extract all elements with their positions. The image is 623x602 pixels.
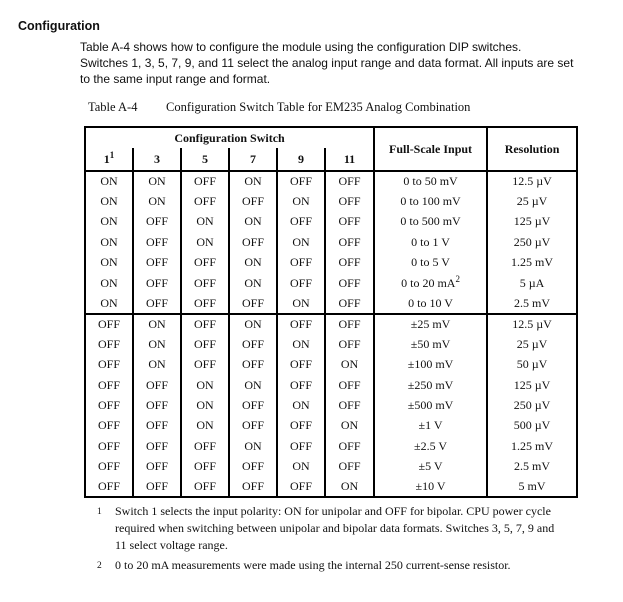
switch-state-cell: OFF [97,336,120,351]
resolution-cell: 500 µV [487,416,577,436]
footnote-2-text [115,557,577,574]
switch-state-cell: OFF [229,355,277,375]
full-scale-input-cell [374,375,487,395]
full-scale-value: ±1 V [418,418,443,433]
switch-state-cell: ON [100,275,118,290]
configuration-switch-table [84,126,578,498]
switch-state-cell: ON [229,253,277,273]
switch-state-cell: OFF [325,334,374,354]
full-scale-value: 0 to 50 mV [403,174,458,189]
switch-state-cell: OFF [229,416,277,436]
full-scale-input-cell [374,232,487,252]
table-row-bipolar [85,477,577,497]
full-scale-value: ±5 V [418,459,443,474]
switch-state-cell: OFF [181,436,229,456]
table-row-bipolar [85,416,577,436]
switch-state-cell: OFF [325,293,374,313]
full-scale-input-cell [374,395,487,415]
column-header-full-scale-input: Full-Scale Input [374,127,487,171]
table-row-unipolar [85,253,577,273]
switch-state-cell: OFF [133,212,181,232]
switch-state-cell: ON [229,273,277,293]
switch-state-cell: OFF [181,477,229,497]
table-caption-title: Configuration Switch Table for EM235 Analog Combination [166,100,471,114]
switch-state-cell: OFF [229,232,277,252]
switch-state-cell: OFF [97,438,120,453]
intro-line: Switches 1, 3, 5, 7, 9, and 11 select the analog input range and data format. All inputs are set [80,56,574,70]
switch-state-cell: OFF [133,416,181,436]
full-scale-value: ±10 V [415,479,446,494]
switch-state-cell: ON [100,255,118,270]
full-scale-value: 0 to 500 mV [400,214,461,229]
resolution-cell: 2.5 mV [487,293,577,313]
column-header-switch-1 [85,148,133,171]
switch-state-cell: OFF [229,293,277,313]
switch-state-cell: OFF [325,314,374,334]
switch-state-cell: OFF [325,232,374,252]
switch-state-cell: OFF [325,171,374,191]
column-header-switch-7: 7 [229,148,277,171]
intro-paragraph [80,39,615,87]
switch-state-cell: ON [277,293,325,313]
intro-line: Table A-4 shows how to configure the module using the configuration DIP switches. [80,40,522,54]
switch-state-cell: OFF [133,375,181,395]
switch-state-cell: OFF [133,253,181,273]
switch-state-cell: OFF [181,293,229,313]
full-scale-input-cell [374,273,487,293]
switch-state-cell: OFF [229,477,277,497]
switch-state-cell: ON [181,232,229,252]
footnote-line: required when switching between unipolar and bipolar data formats. Switches 3, 5, 7, 9 and [115,521,555,535]
switch-state-cell: ON [100,234,118,249]
switch-state-cell: OFF [325,395,374,415]
footnotes-section [97,503,577,575]
footnote-1 [97,503,577,554]
switch-state-cell: OFF [277,436,325,456]
column-header-switch-9: 9 [277,148,325,171]
switch-state-cell: OFF [229,456,277,476]
full-scale-value: ±2.5 V [414,438,448,453]
table-row-bipolar [85,314,577,334]
switch-state-cell: OFF [181,456,229,476]
switch-state-cell: OFF [277,171,325,191]
switch-state-cell: ON [100,295,118,310]
full-scale-value: 0 to 20 mA [401,275,456,290]
switch-state-cell: OFF [133,436,181,456]
table-row-unipolar [85,232,577,252]
resolution-cell: 50 µV [487,355,577,375]
full-scale-value: ±50 mV [410,336,451,351]
switch-state-cell: OFF [97,357,120,372]
switch-state-cell: OFF [181,273,229,293]
switch-state-cell: OFF [229,191,277,211]
switch-state-cell: OFF [97,377,120,392]
switch-state-cell: ON [133,355,181,375]
switch-state-cell: OFF [325,375,374,395]
footnote-line: 0 to 20 mA measurements were made using the internal 250 current-sense resistor. [115,558,511,572]
switch-state-cell: OFF [97,397,120,412]
switch-state-cell: OFF [133,477,181,497]
full-scale-input-cell [374,171,487,191]
full-scale-value: 0 to 10 V [408,295,453,310]
full-scale-input-cell [374,416,487,436]
switch-state-cell: OFF [97,418,120,433]
resolution-cell: 1.25 mV [487,436,577,456]
full-scale-input-cell [374,456,487,476]
switch-state-cell: ON [181,212,229,232]
switch-state-cell: ON [133,171,181,191]
full-scale-input-cell [374,293,487,313]
resolution-cell: 12.5 µV [487,171,577,191]
table-caption [88,100,470,115]
switch-state-cell: ON [277,456,325,476]
switch-1-label: 1 [103,151,110,166]
resolution-cell: 5 mV [487,477,577,497]
footnote-line: Switch 1 selects the input polarity: ON for unipolar and OFF for bipolar. CPU power cycle [115,504,551,518]
switch-state-cell: OFF [325,212,374,232]
switch-state-cell: ON [229,212,277,232]
table-row-bipolar [85,334,577,354]
switch-state-cell: OFF [133,232,181,252]
resolution-cell: 250 µV [487,395,577,415]
switch-state-cell: OFF [277,355,325,375]
switch-state-cell: ON [133,334,181,354]
switch-state-cell: ON [325,477,374,497]
switch-state-cell: ON [325,355,374,375]
footnote-2-marker: 2 [97,561,102,571]
table-row-unipolar [85,191,577,211]
switch-state-cell: ON [181,395,229,415]
switch-state-cell: ON [181,416,229,436]
column-header-switch-5: 5 [181,148,229,171]
switch-state-cell: OFF [133,293,181,313]
column-header-switch-11: 11 [325,148,374,171]
switch-state-cell: ON [277,395,325,415]
switch-state-cell: ON [325,416,374,436]
full-scale-value: 0 to 5 V [411,255,450,270]
switch-state-cell: OFF [325,436,374,456]
switch-state-cell: ON [229,375,277,395]
switch-state-cell: OFF [181,253,229,273]
switch-state-cell: ON [277,232,325,252]
switch-state-cell: OFF [181,191,229,211]
switch-state-cell: OFF [133,395,181,415]
full-scale-input-cell [374,355,487,375]
switch-state-cell: OFF [181,171,229,191]
full-scale-input-cell [374,314,487,334]
table-row-bipolar [85,375,577,395]
column-header-resolution: Resolution [487,127,577,171]
table-row-bipolar [85,456,577,476]
switch-state-cell: ON [100,194,118,209]
switch-state-cell: OFF [277,375,325,395]
switch-state-cell: ON [133,314,181,334]
footnote-1-marker: 1 [97,507,102,517]
switch-state-cell: OFF [229,395,277,415]
resolution-cell: 5 µA [487,273,577,293]
resolution-cell: 250 µV [487,232,577,252]
table-row-bipolar [85,355,577,375]
footnote-2 [97,557,577,575]
switch-state-cell: OFF [325,456,374,476]
full-scale-input-cell [374,436,487,456]
group-header-configuration-switch: Configuration Switch [174,130,285,145]
table-caption-label: Table A-4 [88,100,138,114]
resolution-cell: 1.25 mV [487,253,577,273]
footnote-ref-2: 2 [455,273,460,284]
switch-state-cell: ON [229,436,277,456]
switch-state-cell: ON [100,174,118,189]
resolution-cell: 12.5 µV [487,314,577,334]
full-scale-input-cell [374,477,487,497]
switch-state-cell: ON [277,334,325,354]
switch-state-cell: OFF [181,314,229,334]
table-row-unipolar [85,171,577,191]
footnote-1-text [115,503,577,554]
switch-state-cell: OFF [277,477,325,497]
resolution-cell: 25 µV [487,191,577,211]
full-scale-value: ±100 mV [407,357,454,372]
full-scale-value: ±25 mV [410,316,451,331]
page-heading: Configuration [18,19,100,33]
table-row-unipolar [85,273,577,293]
switch-state-cell: ON [229,171,277,191]
switch-state-cell: OFF [97,479,120,494]
switch-state-cell: ON [100,214,118,229]
switch-state-cell: OFF [133,273,181,293]
footnote-line: 11 select voltage range. [115,538,228,552]
switch-state-cell: OFF [133,456,181,476]
full-scale-value: 0 to 1 V [411,234,450,249]
resolution-cell: 2.5 mV [487,456,577,476]
full-scale-value: ±250 mV [407,377,454,392]
full-scale-input-cell [374,191,487,211]
switch-state-cell: OFF [325,253,374,273]
table-row-bipolar [85,395,577,415]
switch-state-cell: OFF [181,334,229,354]
switch-state-cell: OFF [229,334,277,354]
table-row-bipolar [85,436,577,456]
footnote-ref-1: 1 [109,149,115,160]
switch-state-cell: OFF [85,314,133,334]
full-scale-input-cell [374,212,487,232]
switch-state-cell: ON [181,375,229,395]
switch-state-cell: OFF [97,459,120,474]
resolution-cell: 25 µV [487,334,577,354]
switch-state-cell: OFF [325,273,374,293]
resolution-cell: 125 µV [487,375,577,395]
switch-state-cell: OFF [277,416,325,436]
resolution-cell: 125 µV [487,212,577,232]
table-row-unipolar [85,293,577,313]
full-scale-input-cell [374,253,487,273]
switch-state-cell: OFF [277,253,325,273]
full-scale-input-cell [374,334,487,354]
switch-state-cell: ON [229,314,277,334]
table-row-unipolar [85,212,577,232]
intro-line: to the same input range and format. [80,72,271,86]
switch-state-cell: OFF [181,355,229,375]
switch-state-cell: OFF [325,191,374,211]
switch-state-cell: OFF [277,212,325,232]
switch-state-cell: OFF [277,273,325,293]
switch-state-cell: OFF [277,314,325,334]
full-scale-value: ±500 mV [407,397,454,412]
full-scale-value: 0 to 100 mV [400,194,461,209]
column-header-switch-3: 3 [133,148,181,171]
switch-state-cell: ON [277,191,325,211]
switch-state-cell: ON [133,191,181,211]
